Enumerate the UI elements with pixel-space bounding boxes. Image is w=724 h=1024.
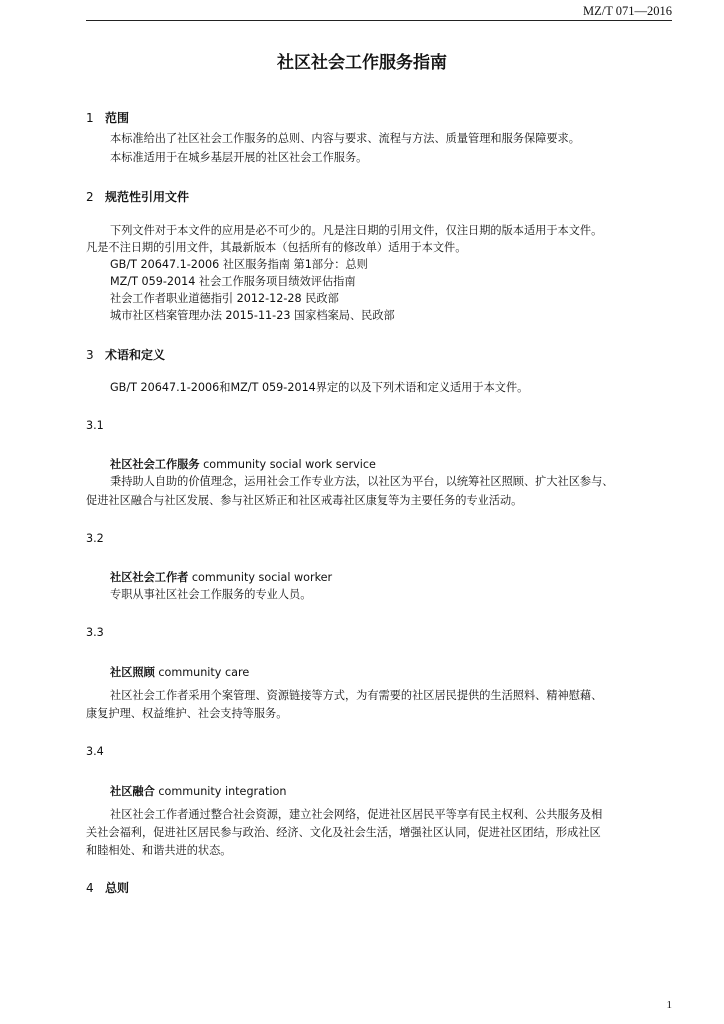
paragraph: GB/T 20647.1-2006和MZ/T 059-2014界定的以及下列术语和定义适用于本文件。 xyxy=(110,381,529,394)
term-definition: 秉持助人自助的价值理念，运用社会工作专业方法，以社区为平台，以统筹社区照顾、扩大社区参与、 xyxy=(110,475,614,488)
subsection-number: 3.1 xyxy=(86,419,104,432)
term-entry xyxy=(110,569,332,585)
term-chinese: 社区社会工作者 xyxy=(110,571,189,584)
section-heading-2 xyxy=(86,188,189,205)
term-english: community social worker xyxy=(191,571,333,584)
term-definition: 促进社区融合与社区发展、参与社区矫正和社区戒毒社区康复等为主要任务的专业活动。 xyxy=(86,494,523,507)
standard-code: MZ/T 071—2016 xyxy=(582,4,672,18)
section-title: 术语和定义 xyxy=(105,348,166,362)
section-heading-1 xyxy=(86,109,129,126)
section-title: 总则 xyxy=(105,881,130,895)
term-english: community care xyxy=(158,666,250,679)
document-title: 社区社会工作服务指南 xyxy=(277,53,447,73)
term-definition: 关社会福利，促进社区居民参与政治、经济、文化及社会生活，增强社区认同，促进社区团结，形成社区 xyxy=(86,826,601,839)
paragraph: 本标准适用于在城乡基层开展的社区社会工作服务。 xyxy=(110,151,368,164)
paragraph: 下列文件对于本文件的应用是必不可少的。凡是注日期的引用文件，仅注日期的版本适用于本文件。 xyxy=(110,224,603,237)
reference-item: GB/T 20647.1-2006 社区服务指南 第1部分：总则 xyxy=(110,258,368,271)
subsection-number: 3.2 xyxy=(86,532,104,545)
term-definition: 康复护理、权益维护、社会支持等服务。 xyxy=(86,707,288,720)
subsection-number: 3.4 xyxy=(86,745,104,758)
term-chinese: 社区社会工作服务 xyxy=(110,458,200,471)
paragraph: 本标准给出了社区社会工作服务的总则、内容与要求、流程与方法、质量管理和服务保障要求。 xyxy=(110,132,580,145)
term-chinese: 社区融合 xyxy=(110,785,155,798)
section-heading-4 xyxy=(86,879,129,896)
term-entry xyxy=(110,456,376,472)
section-number: 4 xyxy=(86,881,94,895)
section-title: 规范性引用文件 xyxy=(105,190,190,204)
section-number: 1 xyxy=(86,111,94,125)
term-entry xyxy=(110,783,286,799)
section-title: 范围 xyxy=(105,111,130,125)
section-number: 3 xyxy=(86,348,94,362)
term-definition: 社区社会工作者采用个案管理、资源链接等方式，为有需要的社区居民提供的生活照料、精神慰藉、 xyxy=(110,689,603,702)
term-english: community social work service xyxy=(203,458,376,471)
header-rule xyxy=(86,20,672,21)
page-number: 1 xyxy=(666,999,672,1011)
term-chinese: 社区照顾 xyxy=(110,666,155,679)
term-english: community integration xyxy=(158,785,287,798)
section-heading-3 xyxy=(86,346,165,363)
subsection-number: 3.3 xyxy=(86,626,104,639)
paragraph: 凡是不注日期的引用文件，其最新版本（包括所有的修改单）适用于本文件。 xyxy=(86,241,467,254)
term-entry xyxy=(110,664,249,680)
section-number: 2 xyxy=(86,190,94,204)
reference-item: 社会工作者职业道德指引 2012-12-28 民政部 xyxy=(110,292,339,305)
reference-item: 城市社区档案管理办法 2015-11-23 国家档案局、民政部 xyxy=(110,309,395,322)
term-definition: 和睦相处、和谐共进的状态。 xyxy=(86,844,232,857)
term-definition: 专职从事社区社会工作服务的专业人员。 xyxy=(110,588,312,601)
reference-item: MZ/T 059-2014 社会工作服务项目绩效评估指南 xyxy=(110,275,356,288)
term-definition: 社区社会工作者通过整合社会资源，建立社会网络，促进社区居民平等享有民主权利、公共服务及相 xyxy=(110,808,603,821)
